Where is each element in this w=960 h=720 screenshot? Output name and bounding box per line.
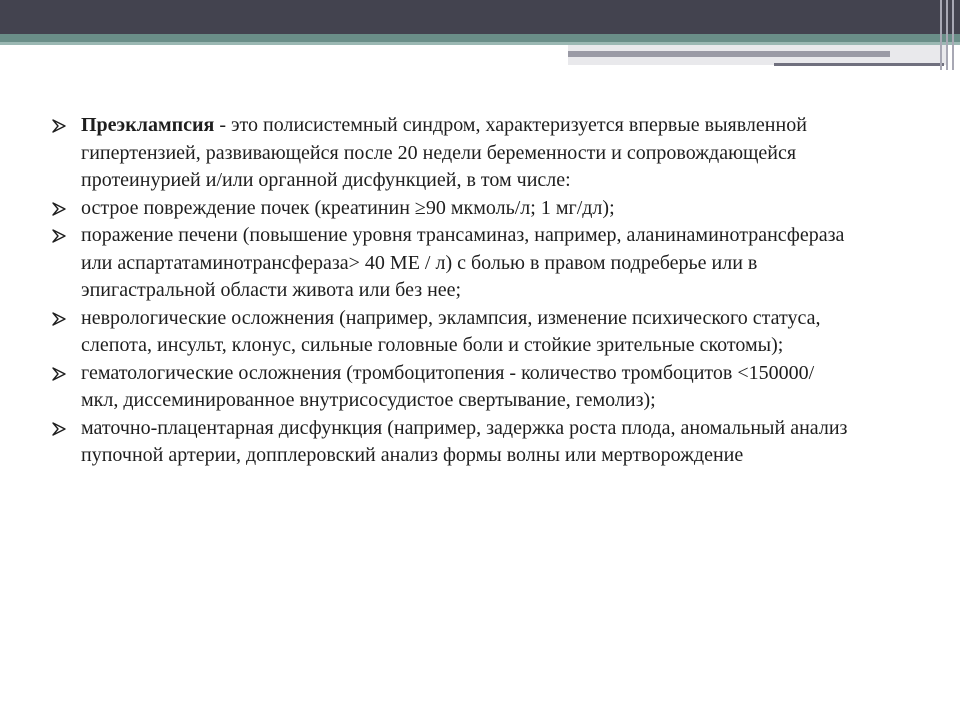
bullet-item-hematological — [50, 360, 850, 415]
bullet-item-neurological — [50, 305, 850, 360]
arrow-bullet-icon — [50, 305, 68, 333]
bullet-list — [50, 112, 850, 470]
header-accent-stripe — [0, 34, 960, 42]
bullet-text: - это полисистемный синдром, характеризуется впервые выявленной гипертензией, развивающейся после 20 недели беременности и сопровождающейся протеинурией и/или органной дисфункцией, в том числе: — [81, 114, 807, 191]
bullet-item-uteroplacental — [50, 415, 850, 470]
arrow-bullet-icon — [50, 112, 68, 140]
bullet-item-kidney — [50, 195, 850, 223]
bullet-text: маточно-плацентарная дисфункция (например, задержка роста плода, аномальный анализ пупочной артерии, допплеровский анализ формы волны или мертворождение — [81, 416, 848, 466]
bullet-text: острое повреждение почек (креатинин ≥90 мкмоль/л; 1 мг/дл); — [81, 196, 615, 219]
slide-content — [50, 112, 850, 470]
arrow-bullet-icon — [50, 415, 68, 443]
bullet-text: гематологические осложнения (тромбоцитопения - количество тромбоцитов <150000/мкл, диссеминированное внутрисосудистое свертывание, гемолиз); — [81, 361, 815, 411]
header-bar — [0, 0, 960, 34]
header-step-line-lower — [774, 63, 944, 66]
header-corner-lines — [934, 0, 960, 70]
bullet-item-definition — [50, 112, 850, 195]
bullet-text: поражение печени (повышение уровня трансаминаз, например, аланинаминотрансфераза или аспартатаминотрансфераза> 40 МЕ / л) с болью в правом подреберье или в эпигастральной области живота или без нее; — [81, 224, 845, 301]
header-step-line — [568, 51, 890, 57]
arrow-bullet-icon — [50, 222, 68, 250]
bullet-text: неврологические осложнения (например, эклампсия, изменение психического статуса, слепота, инсульт, клонус, сильные головные боли и стойкие зрительные скотомы); — [81, 306, 821, 356]
bullet-item-liver — [50, 222, 850, 305]
arrow-bullet-icon — [50, 360, 68, 388]
term-preeclampsia: Преэклампсия — [81, 114, 215, 136]
arrow-bullet-icon — [50, 195, 68, 223]
